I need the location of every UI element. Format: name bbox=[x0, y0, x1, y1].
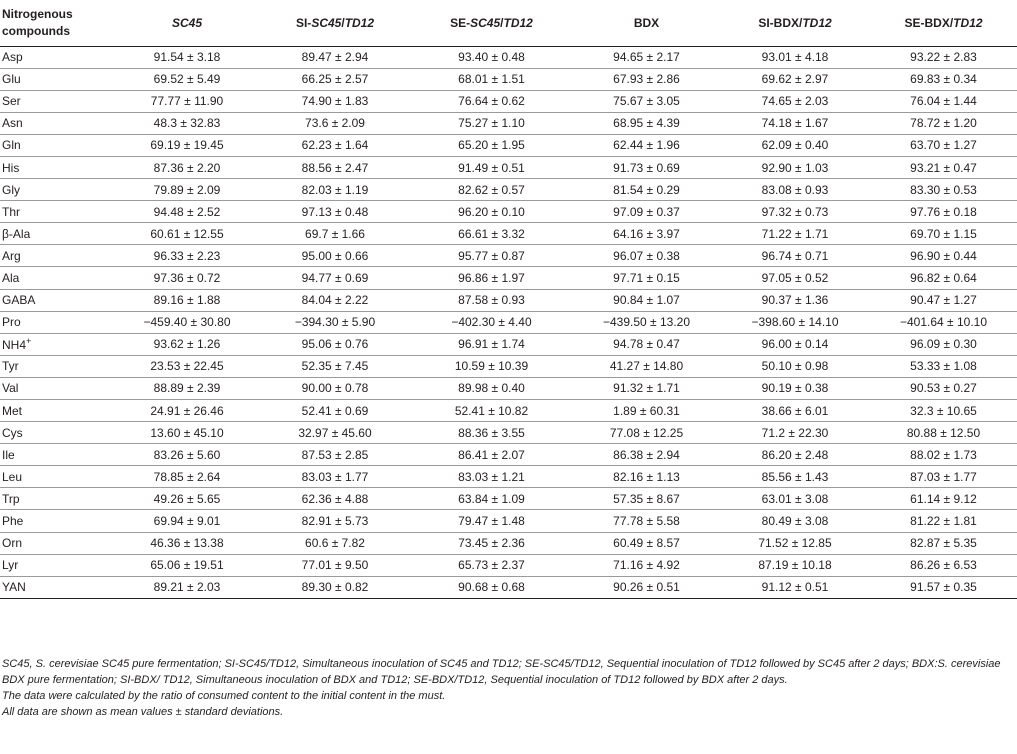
value-cell: 93.22 ± 2.83 bbox=[870, 46, 1017, 68]
value-cell: 96.07 ± 0.38 bbox=[573, 245, 720, 267]
compound-name-cell: Asn bbox=[0, 112, 114, 134]
value-cell: 91.54 ± 3.18 bbox=[114, 46, 260, 68]
compound-name-cell: Arg bbox=[0, 245, 114, 267]
value-cell: 66.25 ± 2.57 bbox=[260, 68, 410, 90]
value-cell: 84.04 ± 2.22 bbox=[260, 289, 410, 311]
value-cell: 97.13 ± 0.48 bbox=[260, 201, 410, 223]
compound-name-cell: Orn bbox=[0, 532, 114, 554]
value-cell: 96.74 ± 0.71 bbox=[720, 245, 870, 267]
compound-name-cell: Met bbox=[0, 400, 114, 422]
value-cell: 71.16 ± 4.92 bbox=[573, 554, 720, 576]
column-header-bdx: BDX bbox=[573, 0, 720, 46]
value-cell: 69.94 ± 9.01 bbox=[114, 510, 260, 532]
value-cell: 46.36 ± 13.38 bbox=[114, 532, 260, 554]
value-cell: 69.7 ± 1.66 bbox=[260, 223, 410, 245]
value-cell: 87.36 ± 2.20 bbox=[114, 156, 260, 178]
value-cell: 77.01 ± 9.50 bbox=[260, 554, 410, 576]
value-cell: 96.82 ± 0.64 bbox=[870, 267, 1017, 289]
value-cell: 71.22 ± 1.71 bbox=[720, 223, 870, 245]
value-cell: 50.10 ± 0.98 bbox=[720, 355, 870, 377]
value-cell: 90.26 ± 0.51 bbox=[573, 576, 720, 598]
value-cell: 89.30 ± 0.82 bbox=[260, 576, 410, 598]
value-cell: 71.2 ± 22.30 bbox=[720, 422, 870, 444]
value-cell: 87.58 ± 0.93 bbox=[410, 289, 573, 311]
value-cell: 88.36 ± 3.55 bbox=[410, 422, 573, 444]
value-cell: 93.62 ± 1.26 bbox=[114, 333, 260, 355]
column-header-se-sc45-td12: SE-SC45/TD12 bbox=[410, 0, 573, 46]
value-cell: 65.20 ± 1.95 bbox=[410, 134, 573, 156]
value-cell: 94.77 ± 0.69 bbox=[260, 267, 410, 289]
value-cell: 32.3 ± 10.65 bbox=[870, 400, 1017, 422]
value-cell: 87.19 ± 10.18 bbox=[720, 554, 870, 576]
value-cell: 69.19 ± 19.45 bbox=[114, 134, 260, 156]
table-row bbox=[0, 156, 1017, 178]
table-row bbox=[0, 46, 1017, 68]
value-cell: 68.01 ± 1.51 bbox=[410, 68, 573, 90]
footnote-abbreviations: SC45, S. cerevisiae SC45 pure fermentation; SI-SC45/TD12, Simultaneous inoculation of SC45 and TD12; SE-SC45/TD12, Sequential inoculation of TD12 followed by SC45 after 2 days; BDX:S. cerevisiae BDX pure fermentation; SI-BDX/ TD12, Simultaneous inoculation of BDX and TD12; SE-BDX/TD12, Sequential inoculation of TD12 followed by BDX after 2 days. bbox=[2, 658, 1001, 686]
table-row bbox=[0, 245, 1017, 267]
table-row bbox=[0, 311, 1017, 333]
value-cell: −459.40 ± 30.80 bbox=[114, 311, 260, 333]
value-cell: 93.40 ± 0.48 bbox=[410, 46, 573, 68]
value-cell: 91.73 ± 0.69 bbox=[573, 156, 720, 178]
value-cell: 60.61 ± 12.55 bbox=[114, 223, 260, 245]
table-row bbox=[0, 466, 1017, 488]
value-cell: 57.35 ± 8.67 bbox=[573, 488, 720, 510]
value-cell: 77.78 ± 5.58 bbox=[573, 510, 720, 532]
table-footnotes bbox=[2, 656, 1002, 720]
value-cell: 95.00 ± 0.66 bbox=[260, 245, 410, 267]
compound-name-cell: Gly bbox=[0, 179, 114, 201]
table-body bbox=[0, 46, 1017, 598]
value-cell: 24.91 ± 26.46 bbox=[114, 400, 260, 422]
value-cell: 94.48 ± 2.52 bbox=[114, 201, 260, 223]
value-cell: 82.91 ± 5.73 bbox=[260, 510, 410, 532]
value-cell: 91.32 ± 1.71 bbox=[573, 377, 720, 399]
table-row bbox=[0, 400, 1017, 422]
compound-name-cell: Trp bbox=[0, 488, 114, 510]
compound-name-cell: Lyr bbox=[0, 554, 114, 576]
compound-name-cell: Ala bbox=[0, 267, 114, 289]
table-row bbox=[0, 201, 1017, 223]
value-cell: −398.60 ± 14.10 bbox=[720, 311, 870, 333]
value-cell: 87.03 ± 1.77 bbox=[870, 466, 1017, 488]
value-cell: 13.60 ± 45.10 bbox=[114, 422, 260, 444]
value-cell: 77.77 ± 11.90 bbox=[114, 90, 260, 112]
value-cell: 52.41 ± 10.82 bbox=[410, 400, 573, 422]
compound-name-cell: Cys bbox=[0, 422, 114, 444]
value-cell: 82.03 ± 1.19 bbox=[260, 179, 410, 201]
value-cell: 91.57 ± 0.35 bbox=[870, 576, 1017, 598]
value-cell: 1.89 ± 60.31 bbox=[573, 400, 720, 422]
value-cell: −394.30 ± 5.90 bbox=[260, 311, 410, 333]
compound-name-cell: Asp bbox=[0, 46, 114, 68]
value-cell: 96.09 ± 0.30 bbox=[870, 333, 1017, 355]
value-cell: 91.49 ± 0.51 bbox=[410, 156, 573, 178]
value-cell: 23.53 ± 22.45 bbox=[114, 355, 260, 377]
table-row bbox=[0, 576, 1017, 598]
value-cell: 77.08 ± 12.25 bbox=[573, 422, 720, 444]
value-cell: 75.67 ± 3.05 bbox=[573, 90, 720, 112]
value-cell: 71.52 ± 12.85 bbox=[720, 532, 870, 554]
value-cell: 75.27 ± 1.10 bbox=[410, 112, 573, 134]
value-cell: 81.54 ± 0.29 bbox=[573, 179, 720, 201]
value-cell: 88.56 ± 2.47 bbox=[260, 156, 410, 178]
value-cell: 49.26 ± 5.65 bbox=[114, 488, 260, 510]
footnote-calculation: The data were calculated by the ratio of consumed content to the initial content in the must. bbox=[2, 690, 446, 702]
value-cell: 41.27 ± 14.80 bbox=[573, 355, 720, 377]
value-cell: 85.56 ± 1.43 bbox=[720, 466, 870, 488]
value-cell: 86.38 ± 2.94 bbox=[573, 444, 720, 466]
compound-name-cell: β-Ala bbox=[0, 223, 114, 245]
value-cell: 94.65 ± 2.17 bbox=[573, 46, 720, 68]
value-cell: 89.47 ± 2.94 bbox=[260, 46, 410, 68]
value-cell: 97.32 ± 0.73 bbox=[720, 201, 870, 223]
table-row bbox=[0, 422, 1017, 444]
value-cell: 88.02 ± 1.73 bbox=[870, 444, 1017, 466]
value-cell: 62.44 ± 1.96 bbox=[573, 134, 720, 156]
table-row bbox=[0, 444, 1017, 466]
value-cell: 90.68 ± 0.68 bbox=[410, 576, 573, 598]
value-cell: −402.30 ± 4.40 bbox=[410, 311, 573, 333]
table-row bbox=[0, 90, 1017, 112]
column-header-si-bdx-td12: SI-BDX/TD12 bbox=[720, 0, 870, 46]
value-cell: 62.36 ± 4.88 bbox=[260, 488, 410, 510]
compound-name-cell: Gln bbox=[0, 134, 114, 156]
value-cell: 82.87 ± 5.35 bbox=[870, 532, 1017, 554]
compound-name-cell: Glu bbox=[0, 68, 114, 90]
value-cell: 73.45 ± 2.36 bbox=[410, 532, 573, 554]
value-cell: 89.16 ± 1.88 bbox=[114, 289, 260, 311]
value-cell: 95.77 ± 0.87 bbox=[410, 245, 573, 267]
value-cell: 48.3 ± 32.83 bbox=[114, 112, 260, 134]
value-cell: 74.90 ± 1.83 bbox=[260, 90, 410, 112]
value-cell: 63.01 ± 3.08 bbox=[720, 488, 870, 510]
value-cell: 93.01 ± 4.18 bbox=[720, 46, 870, 68]
value-cell: 86.20 ± 2.48 bbox=[720, 444, 870, 466]
value-cell: 96.33 ± 2.23 bbox=[114, 245, 260, 267]
compound-name-cell: NH4+ bbox=[0, 333, 114, 355]
value-cell: 83.26 ± 5.60 bbox=[114, 444, 260, 466]
column-header-sc45: SC45 bbox=[114, 0, 260, 46]
value-cell: 66.61 ± 3.32 bbox=[410, 223, 573, 245]
value-cell: 89.21 ± 2.03 bbox=[114, 576, 260, 598]
value-cell: 69.83 ± 0.34 bbox=[870, 68, 1017, 90]
value-cell: 63.84 ± 1.09 bbox=[410, 488, 573, 510]
table-row bbox=[0, 68, 1017, 90]
compound-name-cell: Ser bbox=[0, 90, 114, 112]
value-cell: 32.97 ± 45.60 bbox=[260, 422, 410, 444]
value-cell: 83.30 ± 0.53 bbox=[870, 179, 1017, 201]
compound-name-cell: Leu bbox=[0, 466, 114, 488]
value-cell: 92.90 ± 1.03 bbox=[720, 156, 870, 178]
value-cell: 90.53 ± 0.27 bbox=[870, 377, 1017, 399]
compound-name-cell: Pro bbox=[0, 311, 114, 333]
value-cell: 38.66 ± 6.01 bbox=[720, 400, 870, 422]
value-cell: 96.91 ± 1.74 bbox=[410, 333, 573, 355]
value-cell: 65.73 ± 2.37 bbox=[410, 554, 573, 576]
value-cell: 95.06 ± 0.76 bbox=[260, 333, 410, 355]
value-cell: 90.37 ± 1.36 bbox=[720, 289, 870, 311]
compound-name-cell: YAN bbox=[0, 576, 114, 598]
footnote-statistics: All data are shown as mean values ± standard deviations. bbox=[2, 706, 284, 718]
value-cell: 97.36 ± 0.72 bbox=[114, 267, 260, 289]
value-cell: 96.90 ± 0.44 bbox=[870, 245, 1017, 267]
value-cell: 62.23 ± 1.64 bbox=[260, 134, 410, 156]
value-cell: 90.00 ± 0.78 bbox=[260, 377, 410, 399]
value-cell: 60.6 ± 7.82 bbox=[260, 532, 410, 554]
value-cell: 64.16 ± 3.97 bbox=[573, 223, 720, 245]
compound-name-cell: Tyr bbox=[0, 355, 114, 377]
value-cell: 83.08 ± 0.93 bbox=[720, 179, 870, 201]
value-cell: 63.70 ± 1.27 bbox=[870, 134, 1017, 156]
value-cell: 53.33 ± 1.08 bbox=[870, 355, 1017, 377]
value-cell: 96.20 ± 0.10 bbox=[410, 201, 573, 223]
value-cell: 80.88 ± 12.50 bbox=[870, 422, 1017, 444]
value-cell: 10.59 ± 10.39 bbox=[410, 355, 573, 377]
value-cell: 78.72 ± 1.20 bbox=[870, 112, 1017, 134]
value-cell: 74.18 ± 1.67 bbox=[720, 112, 870, 134]
compound-name-cell: Ile bbox=[0, 444, 114, 466]
value-cell: 60.49 ± 8.57 bbox=[573, 532, 720, 554]
value-cell: 81.22 ± 1.81 bbox=[870, 510, 1017, 532]
value-cell: 86.41 ± 2.07 bbox=[410, 444, 573, 466]
value-cell: 94.78 ± 0.47 bbox=[573, 333, 720, 355]
table-row bbox=[0, 267, 1017, 289]
compound-name-cell: His bbox=[0, 156, 114, 178]
value-cell: 96.00 ± 0.14 bbox=[720, 333, 870, 355]
table-row bbox=[0, 223, 1017, 245]
table-row bbox=[0, 554, 1017, 576]
value-cell: 97.05 ± 0.52 bbox=[720, 267, 870, 289]
value-cell: 90.19 ± 0.38 bbox=[720, 377, 870, 399]
value-cell: 52.35 ± 7.45 bbox=[260, 355, 410, 377]
value-cell: −439.50 ± 13.20 bbox=[573, 311, 720, 333]
table-row bbox=[0, 532, 1017, 554]
value-cell: 97.76 ± 0.18 bbox=[870, 201, 1017, 223]
table-row bbox=[0, 377, 1017, 399]
value-cell: 83.03 ± 1.77 bbox=[260, 466, 410, 488]
table-row bbox=[0, 510, 1017, 532]
value-cell: 62.09 ± 0.40 bbox=[720, 134, 870, 156]
compound-name-cell: Val bbox=[0, 377, 114, 399]
value-cell: 78.85 ± 2.64 bbox=[114, 466, 260, 488]
value-cell: 69.70 ± 1.15 bbox=[870, 223, 1017, 245]
value-cell: 74.65 ± 2.03 bbox=[720, 90, 870, 112]
value-cell: 86.26 ± 6.53 bbox=[870, 554, 1017, 576]
value-cell: 79.89 ± 2.09 bbox=[114, 179, 260, 201]
table-row bbox=[0, 333, 1017, 355]
value-cell: 69.62 ± 2.97 bbox=[720, 68, 870, 90]
value-cell: 82.16 ± 1.13 bbox=[573, 466, 720, 488]
value-cell: 82.62 ± 0.57 bbox=[410, 179, 573, 201]
value-cell: 79.47 ± 1.48 bbox=[410, 510, 573, 532]
value-cell: 87.53 ± 2.85 bbox=[260, 444, 410, 466]
value-cell: 67.93 ± 2.86 bbox=[573, 68, 720, 90]
value-cell: 90.47 ± 1.27 bbox=[870, 289, 1017, 311]
value-cell: 97.71 ± 0.15 bbox=[573, 267, 720, 289]
value-cell: 69.52 ± 5.49 bbox=[114, 68, 260, 90]
value-cell: −401.64 ± 10.10 bbox=[870, 311, 1017, 333]
value-cell: 80.49 ± 3.08 bbox=[720, 510, 870, 532]
compound-name-cell: Phe bbox=[0, 510, 114, 532]
value-cell: 93.21 ± 0.47 bbox=[870, 156, 1017, 178]
table-row bbox=[0, 488, 1017, 510]
value-cell: 88.89 ± 2.39 bbox=[114, 377, 260, 399]
value-cell: 68.95 ± 4.39 bbox=[573, 112, 720, 134]
value-cell: 73.6 ± 2.09 bbox=[260, 112, 410, 134]
value-cell: 76.64 ± 0.62 bbox=[410, 90, 573, 112]
value-cell: 65.06 ± 19.51 bbox=[114, 554, 260, 576]
value-cell: 90.84 ± 1.07 bbox=[573, 289, 720, 311]
table-row bbox=[0, 355, 1017, 377]
compound-name-cell: Thr bbox=[0, 201, 114, 223]
value-cell: 91.12 ± 0.51 bbox=[720, 576, 870, 598]
value-cell: 97.09 ± 0.37 bbox=[573, 201, 720, 223]
value-cell: 89.98 ± 0.40 bbox=[410, 377, 573, 399]
compound-name-cell: GABA bbox=[0, 289, 114, 311]
column-header-si-sc45-td12: SI-SC45/TD12 bbox=[260, 0, 410, 46]
value-cell: 61.14 ± 9.12 bbox=[870, 488, 1017, 510]
value-cell: 52.41 ± 0.69 bbox=[260, 400, 410, 422]
table-row bbox=[0, 179, 1017, 201]
column-header-compounds: Nitrogenous compounds bbox=[0, 0, 114, 46]
table-row bbox=[0, 112, 1017, 134]
table-header-row bbox=[0, 0, 1017, 46]
column-header-se-bdx-td12: SE-BDX/TD12 bbox=[870, 0, 1017, 46]
value-cell: 76.04 ± 1.44 bbox=[870, 90, 1017, 112]
table-row bbox=[0, 134, 1017, 156]
table-row bbox=[0, 289, 1017, 311]
value-cell: 83.03 ± 1.21 bbox=[410, 466, 573, 488]
value-cell: 96.86 ± 1.97 bbox=[410, 267, 573, 289]
